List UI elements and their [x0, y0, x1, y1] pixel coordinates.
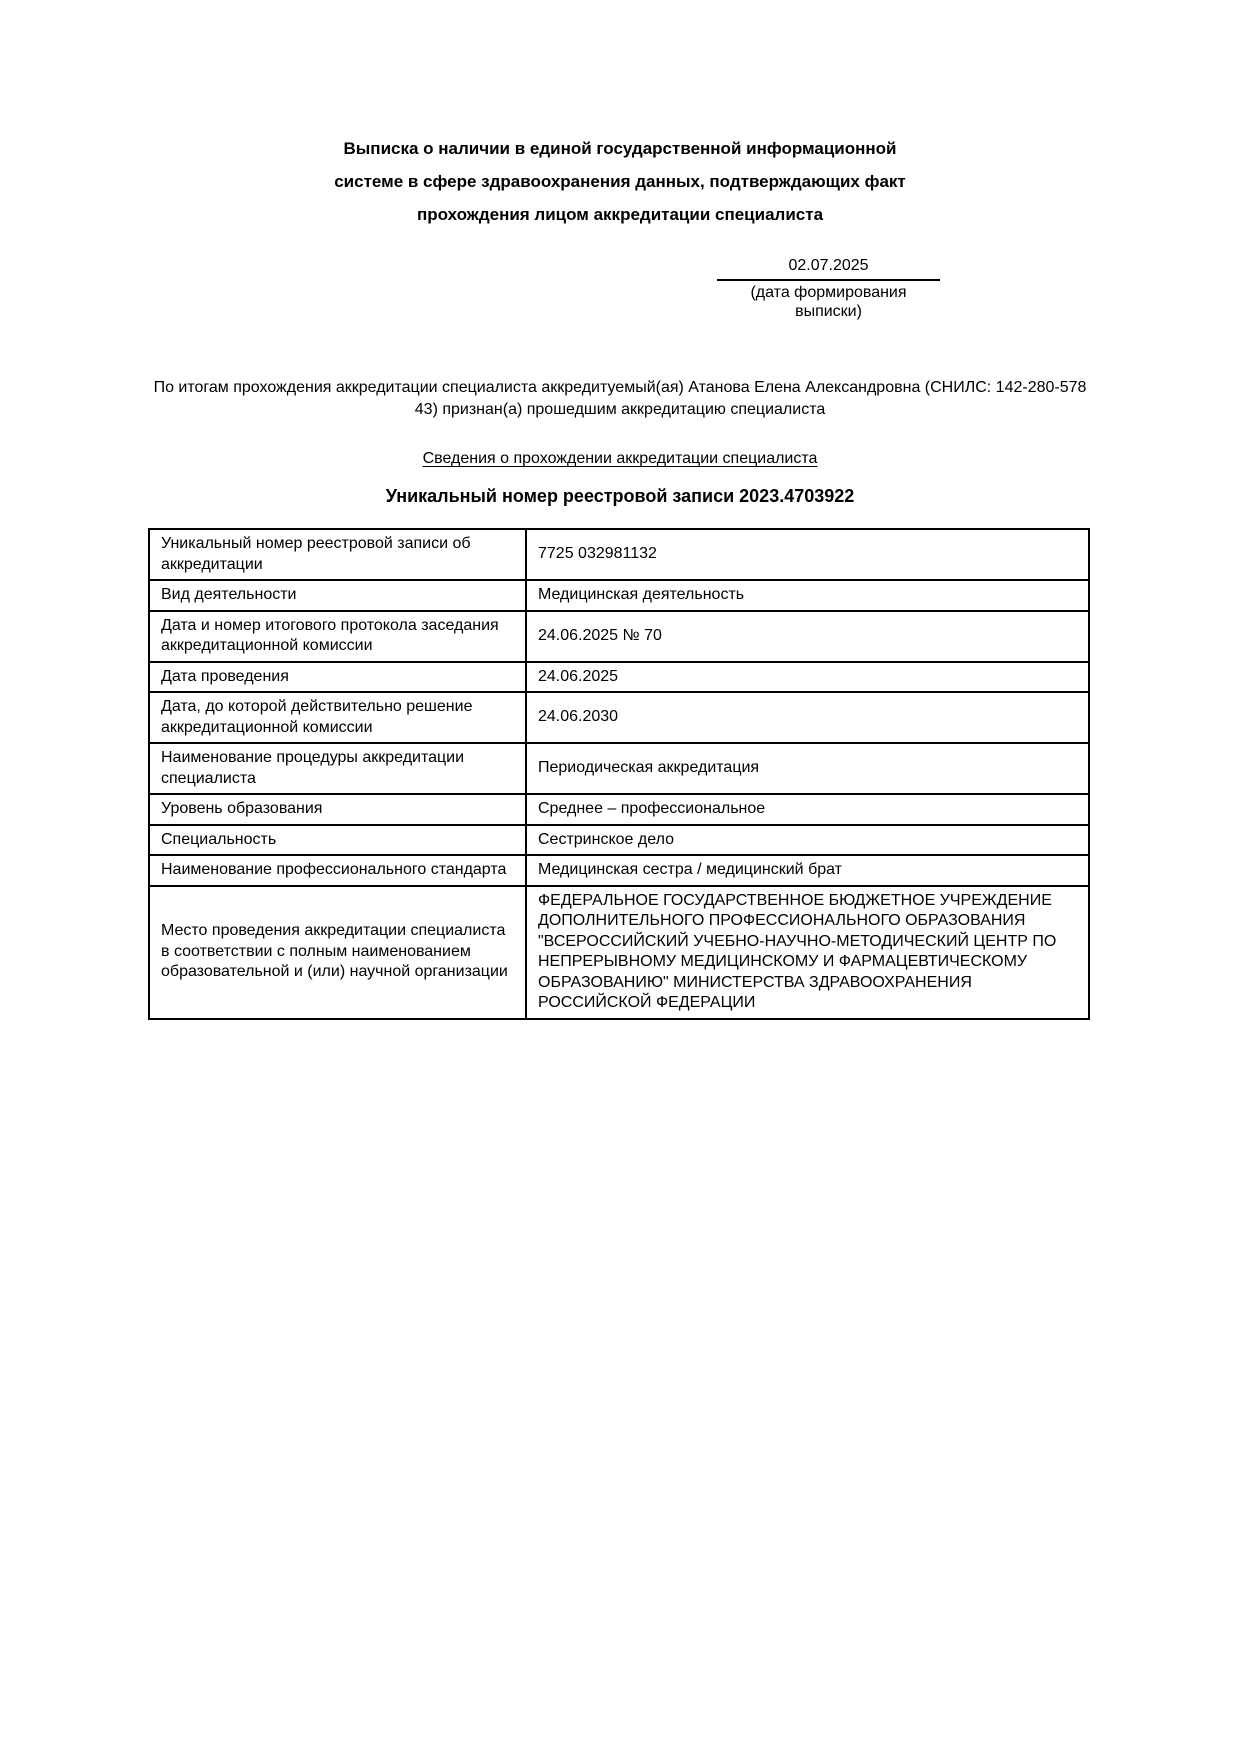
intro-line: 43) признан(а) прошедшим аккредитацию специалиста	[414, 401, 826, 418]
row-value: 7725 032981132	[526, 529, 1089, 580]
table-row	[149, 580, 1089, 611]
row-label: Уникальный номер реестровой записи об аккредитации	[149, 529, 526, 580]
table-row	[149, 743, 1089, 794]
table-row	[149, 662, 1089, 693]
table-row	[149, 855, 1089, 886]
table-row	[149, 692, 1089, 743]
row-label: Специальность	[149, 825, 526, 856]
table-row	[149, 611, 1089, 662]
row-value: 24.06.2025 № 70	[526, 611, 1089, 662]
section-heading	[0, 450, 1240, 468]
section-heading-text: Сведения о прохождении аккредитации специалиста	[422, 450, 818, 467]
registry-number-title: Уникальный номер реестровой записи 2023.4703922	[385, 486, 855, 506]
row-label: Дата проведения	[149, 662, 526, 693]
intro-paragraph	[125, 377, 1115, 421]
table-row	[149, 794, 1089, 825]
row-value: Медицинская сестра / медицинский брат	[526, 855, 1089, 886]
row-value: Медицинская деятельность	[526, 580, 1089, 611]
table-row	[149, 886, 1089, 1019]
row-value: 24.06.2025	[526, 662, 1089, 693]
document-title-line: системе в сфере здравоохранения данных, подтверждающих факт	[334, 172, 906, 191]
row-label: Уровень образования	[149, 794, 526, 825]
document-title-line: прохождения лицом аккредитации специалиста	[416, 205, 824, 224]
accreditation-table	[148, 528, 1090, 1020]
row-label: Вид деятельности	[149, 580, 526, 611]
row-value: Сестринское дело	[526, 825, 1089, 856]
document-title	[0, 0, 1240, 231]
row-value: Среднее – профессиональное	[526, 794, 1089, 825]
date-block	[717, 256, 940, 321]
row-value: Периодическая аккредитация	[526, 743, 1089, 794]
row-label: Дата и номер итогового протокола заседания аккредитационной комиссии	[149, 611, 526, 662]
row-value: ФЕДЕРАЛЬНОЕ ГОСУДАРСТВЕННОЕ БЮДЖЕТНОЕ УЧРЕЖДЕНИЕ ДОПОЛНИТЕЛЬНОГО ПРОФЕССИОНАЛЬНОГО ОБРАЗОВАНИЯ "ВСЕРОССИЙСКИЙ УЧЕБНО-НАУЧНО-МЕТОДИЧЕСКИЙ ЦЕНТР ПО НЕПРЕРЫВНОМУ МЕДИЦИНСКОМУ И ФАРМАЦЕВТИЧЕСКОМУ ОБРАЗОВАНИЮ" МИНИСТЕРСТВА ЗДРАВООХРАНЕНИЯ РОССИЙСКОЙ ФЕДЕРАЦИИ	[526, 886, 1089, 1019]
intro-line: По итогам прохождения аккредитации специалиста аккредитуемый(ая) Атанова Елена Александровна (СНИЛС: 142-280-578	[153, 379, 1087, 396]
extract-date: 02.07.2025	[717, 256, 940, 281]
row-value: 24.06.2030	[526, 692, 1089, 743]
row-label: Место проведения аккредитации специалиста в соответствии с полным наименованием образовательной и (или) научной организации	[149, 886, 526, 1019]
row-label: Наименование профессионального стандарта	[149, 855, 526, 886]
row-label: Дата, до которой действительно решение аккредитационной комиссии	[149, 692, 526, 743]
row-label: Наименование процедуры аккредитации специалиста	[149, 743, 526, 794]
table-row	[149, 825, 1089, 856]
table-row	[149, 529, 1089, 580]
date-caption: (дата формирования выписки)	[750, 284, 907, 320]
document-title-line: Выписка о наличии в единой государственной информационной	[343, 139, 897, 158]
